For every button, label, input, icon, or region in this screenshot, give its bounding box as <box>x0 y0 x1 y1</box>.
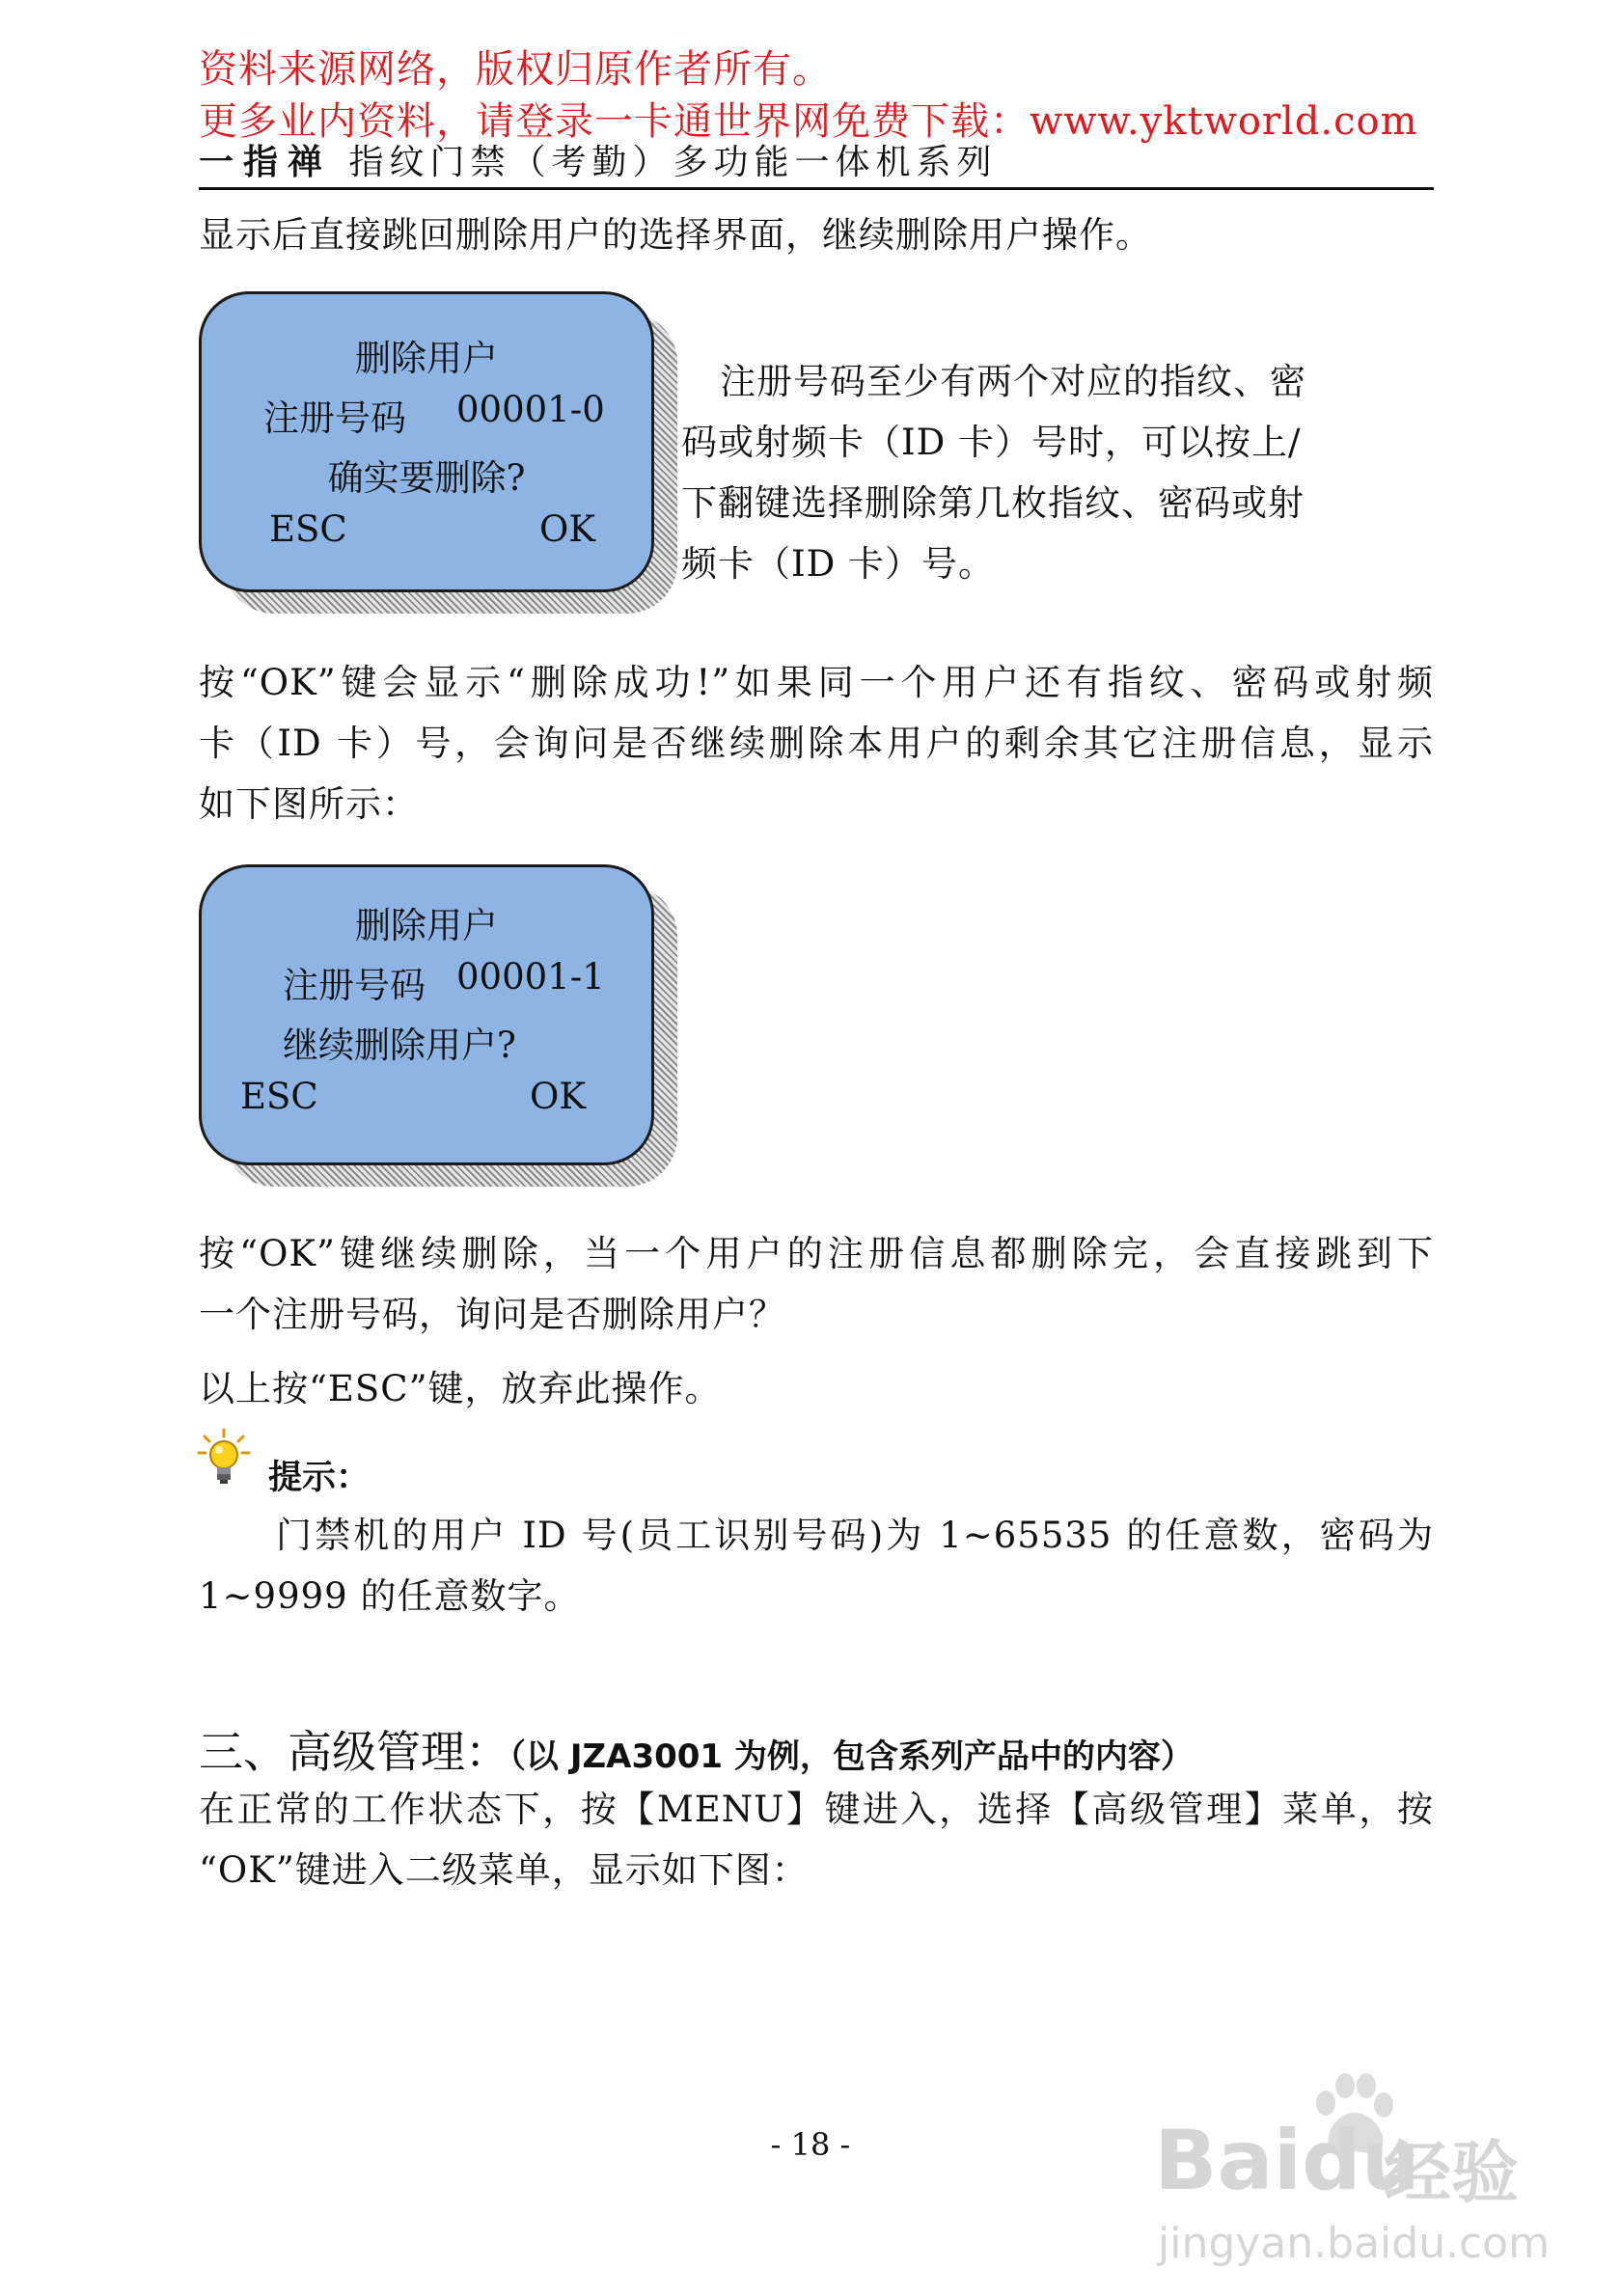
paragraph-line: 卡（ID 卡）号，会询问是否继续删除本用户的剩余其它注册信息，显示 <box>199 723 1434 764</box>
delete-success-paragraph <box>199 652 1434 834</box>
lcd-esc-key: ESC <box>269 508 347 550</box>
lcd-title: 删除用户 <box>355 905 498 946</box>
tip-line: 1~9999 的任意数字。 <box>199 1575 581 1617</box>
lcd-reg-label: 注册号码 <box>263 397 406 439</box>
side-note <box>681 351 1337 594</box>
section-note: （以 JZA3001 为例，包含系列产品中的内容） <box>509 1737 1194 1776</box>
lcd-reg-label: 注册号码 <box>283 965 426 1006</box>
paragraph-line: 按“OK”键继续删除，当一个用户的注册信息都删除完，会直接跳到下 <box>199 1233 1434 1274</box>
watermark-brand <box>1154 2113 1420 2209</box>
copyright-notice: 资料来源网络，版权归原作者所有。 <box>199 47 832 92</box>
document-header <box>199 135 997 184</box>
section-title: 三、高级管理： <box>199 1726 509 1778</box>
page-number: - 18 - <box>770 2126 851 2163</box>
paragraph-line: 在正常的工作状态下，按【MENU】键进入，选择【高级管理】菜单，按 <box>199 1789 1434 1830</box>
lcd-esc-key: ESC <box>240 1076 318 1117</box>
watermark-brand-a: Bai <box>1154 2113 1303 2209</box>
intro-line: 显示后直接跳回删除用户的选择界面，继续删除用户操作。 <box>199 214 1152 256</box>
lcd-prompt: 继续删除用户? <box>283 1025 516 1066</box>
section-heading <box>199 1717 1194 1781</box>
watermark-brand-cn: 经验 <box>1384 2133 1519 2212</box>
tip-line: 门禁机的用户 ID 号(员工识别号码)为 1~65535 的任意数，密码为 <box>276 1515 1434 1556</box>
lcd-prompt: 确实要删除? <box>327 457 526 499</box>
lcd-screen-continue-delete <box>199 864 654 1165</box>
lightbulb-icon <box>197 1428 251 1488</box>
brand-name: 一指禅 <box>199 143 333 182</box>
paragraph-line: “OK”键进入二级菜单，显示如下图： <box>199 1849 809 1891</box>
product-series: 指纹门禁（考勤）多功能一体机系列 <box>348 143 998 182</box>
paragraph-line: 如下图所示： <box>199 783 419 825</box>
side-note-line: 下翻键选择删除第几枚指纹、密码或射 <box>681 482 1305 524</box>
header-divider <box>199 187 1434 190</box>
lcd-reg-number: 00001-1 <box>456 956 605 998</box>
lcd-screen-delete-confirm <box>199 291 654 592</box>
lcd-title: 删除用户 <box>355 338 498 379</box>
lcd-ok-key: OK <box>530 1076 586 1117</box>
side-note-line: 注册号码至少有两个对应的指纹、密 <box>720 361 1306 402</box>
watermark-brand-b: du <box>1302 2113 1420 2209</box>
esc-paragraph: 以上按“ESC”键，放弃此操作。 <box>199 1368 722 1409</box>
watermark-url: jingyan.baidu.com <box>1158 2219 1551 2268</box>
tip-text <box>199 1505 1434 1626</box>
side-note-line: 频卡（ID 卡）号。 <box>681 543 996 585</box>
tip-label: 提示： <box>268 1459 371 1497</box>
lcd-reg-number: 00001-0 <box>456 389 605 430</box>
section-paragraph <box>199 1779 1434 1900</box>
paragraph-line: 一个注册号码，询问是否删除用户？ <box>199 1294 785 1335</box>
download-notice: 更多业内资料，请登录一卡通世界网免费下载：www.yktworld.com <box>199 99 1418 144</box>
lcd-ok-key: OK <box>539 508 595 550</box>
paragraph-line: 按“OK”键会显示“删除成功!”如果同一个用户还有指纹、密码或射频 <box>199 662 1434 703</box>
continue-delete-paragraph <box>199 1223 1434 1345</box>
side-note-line: 码或射频卡（ID 卡）号时，可以按上/ <box>681 422 1302 463</box>
